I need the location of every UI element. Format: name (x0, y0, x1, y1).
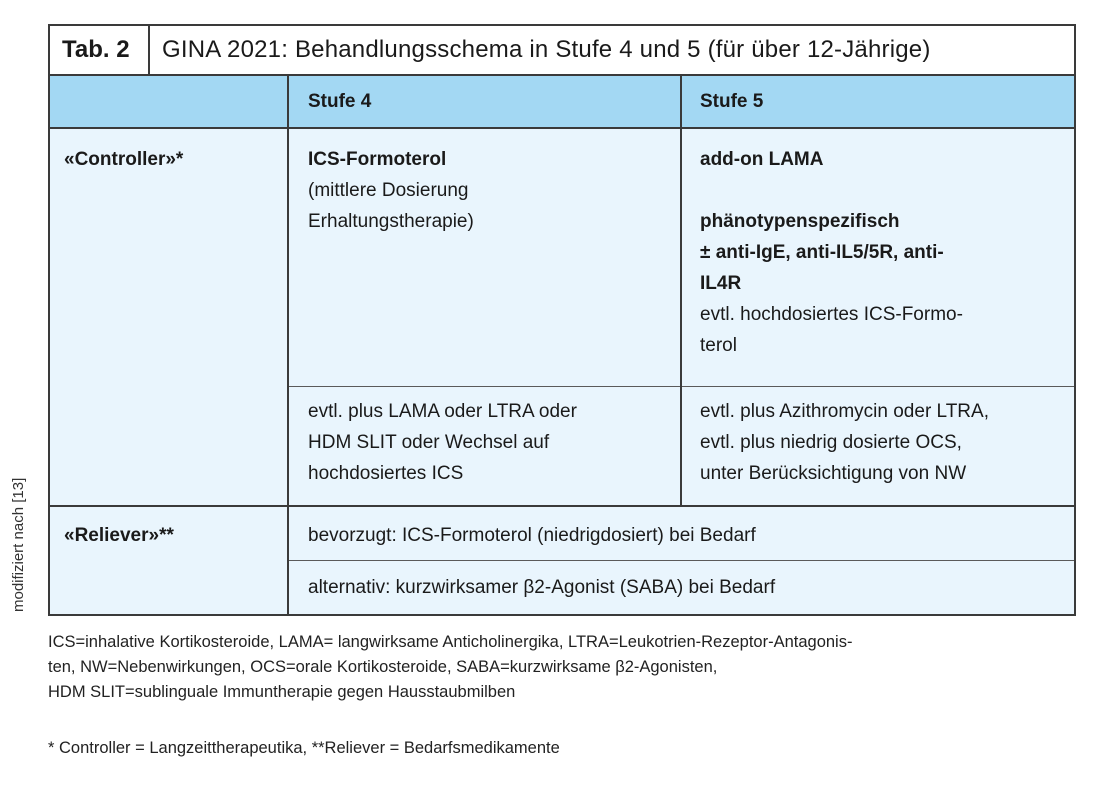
footnote-line3: HDM SLIT=sublinguale Immuntherapie gegen Hausstaubmilben (48, 683, 516, 701)
reliever-label-text: «Reliever»** (64, 525, 174, 546)
controller-label (64, 144, 183, 175)
header-stufe-5: Stufe 5 (700, 91, 764, 112)
stufe5-alt-line1: evtl. plus Azithromycin oder LTRA, (700, 401, 989, 422)
reliever-row1: bevorzugt: ICS-Formoterol (niedrigdosiert) bei Bedarf (308, 525, 756, 546)
header-stufe-4: Stufe 4 (308, 91, 372, 112)
table-number-label: Tab. 2 (50, 26, 150, 74)
controller-stufe4-alt (308, 396, 577, 489)
col-divider-1-upper (287, 76, 289, 505)
stufe5-alt-line3: unter Berücksichtigung von NW (700, 463, 967, 484)
source-note: modifiziert nach [13] (10, 477, 27, 612)
treatment-table (48, 24, 1076, 616)
stufe5-line5: evtl. hochdosiertes ICS-Formo- (700, 304, 963, 325)
stufe4-main-bold: ICS-Formoterol (308, 149, 447, 170)
reliever-label (64, 520, 174, 551)
footnote-line1: ICS=inhalative Kortikosteroide, LAMA= langwirksame Anticholinergika, LTRA=Leukotrien-Rezeptor-Antagonis- (48, 633, 853, 651)
controller-stufe5-main (700, 144, 963, 361)
table-title: GINA 2021: Behandlungsschema in Stufe 4 und 5 (für über 12-Jährige) (162, 36, 931, 63)
stufe5-line4: IL4R (700, 273, 742, 294)
section-divider (50, 505, 1074, 507)
reliever-inner-divider (288, 560, 1074, 561)
stufe5-line1: add-on LAMA (700, 149, 824, 170)
reliever-row2: alternativ: kurzwirksamer β2-Agonist (SABA) bei Bedarf (308, 577, 776, 598)
table-header-row (50, 76, 1074, 129)
col-divider-2 (680, 76, 682, 505)
footnote-line4: * Controller = Langzeittherapeutika, **Reliever = Bedarfsmedikamente (48, 739, 560, 757)
controller-label-text: «Controller»* (64, 149, 184, 170)
stufe5-line3: ± anti-IgE, anti-IL5/5R, anti- (700, 242, 944, 263)
controller-stufe4-main (308, 144, 474, 237)
stufe4-main-line3: Erhaltungstherapie) (308, 211, 474, 232)
stufe4-main-line2: (mittlere Dosierung (308, 180, 469, 201)
stufe4-alt-line2: HDM SLIT oder Wechsel auf (308, 432, 550, 453)
stufe5-line6: terol (700, 335, 737, 356)
controller-stufe5-alt (700, 396, 989, 489)
stufe5-alt-line2: evtl. plus niedrig dosierte OCS, (700, 432, 962, 453)
stufe4-alt-line3: hochdosiertes ICS (308, 463, 464, 484)
stufe5-line2: phänotypenspezifisch (700, 211, 900, 232)
footnote-line2: ten, NW=Nebenwirkungen, OCS=orale Kortikosteroide, SABA=kurzwirksame β2-Agonisten, (48, 658, 718, 676)
stufe4-alt-line1: evtl. plus LAMA oder LTRA oder (308, 401, 577, 422)
table-title-row (50, 26, 1074, 76)
col-divider-1-lower (287, 505, 289, 614)
